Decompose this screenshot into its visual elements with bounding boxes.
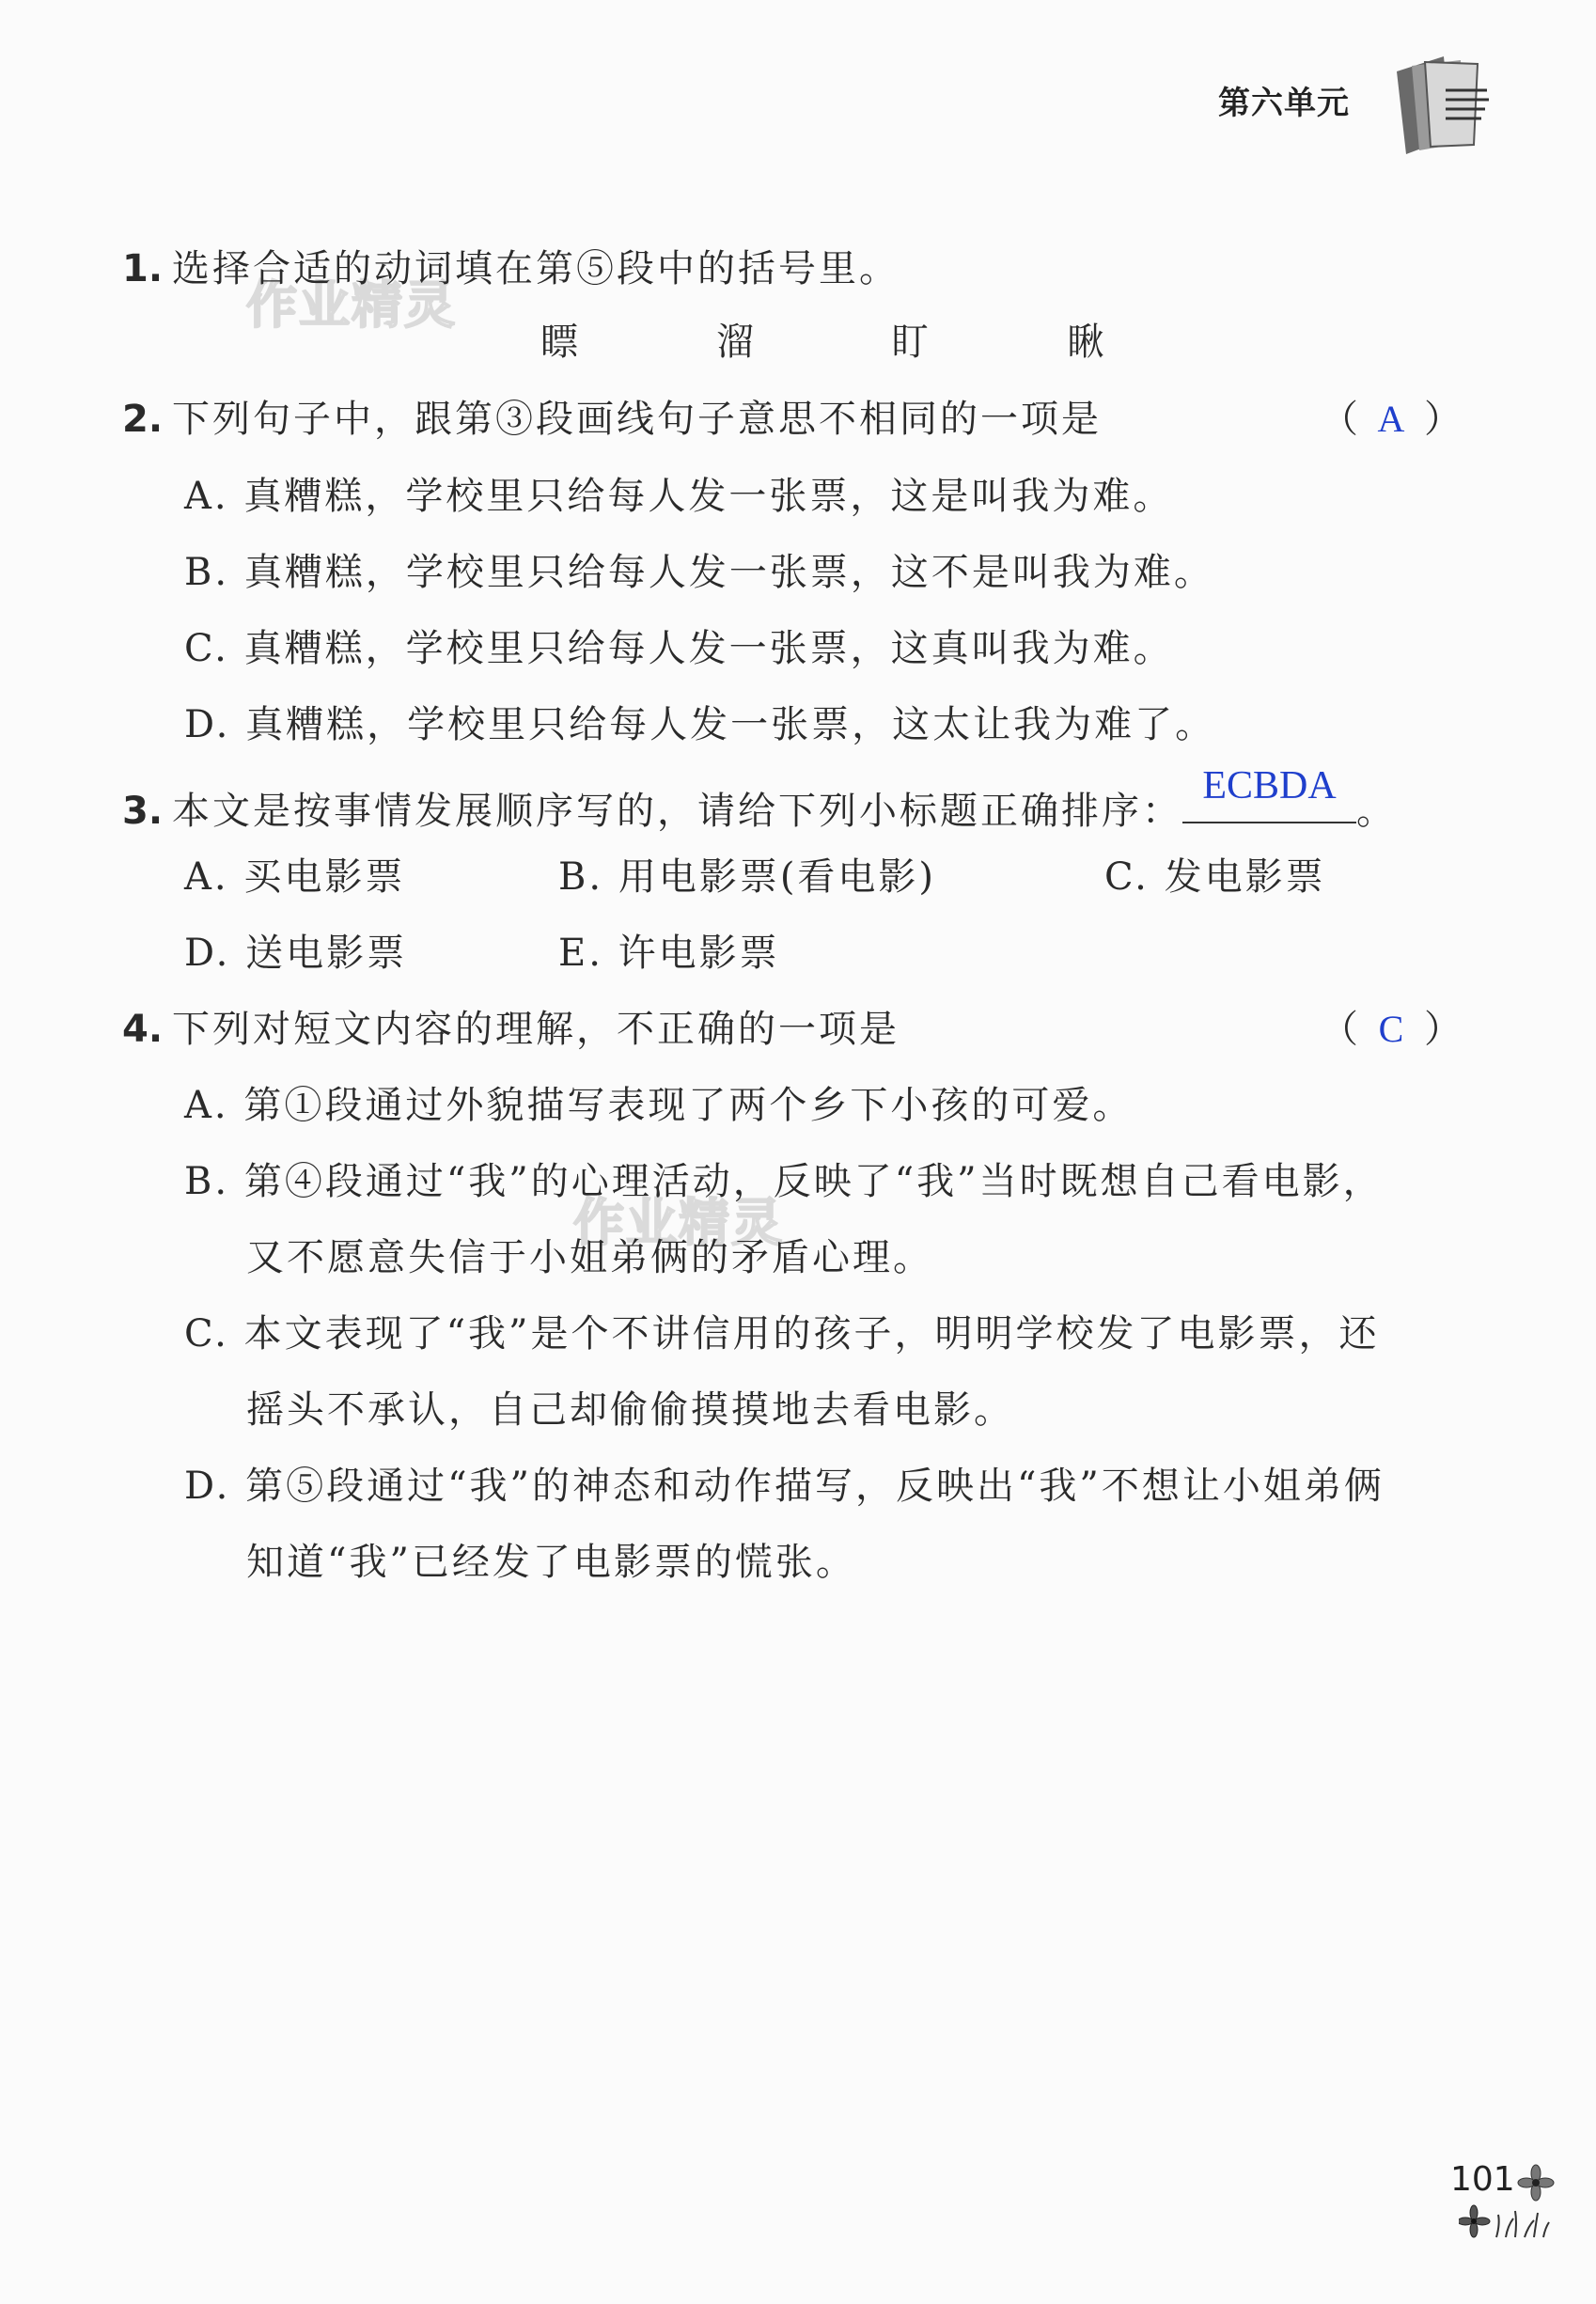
option-line: A. 真糟糕，学校里只给每人发一张票，这是叫我为难。 — [184, 475, 1174, 518]
unit-title: 第六单元 — [1218, 85, 1350, 122]
question-number: 1. — [122, 247, 164, 290]
option-line: C. 真糟糕，学校里只给每人发一张票，这真叫我为难。 — [184, 627, 1174, 670]
question-3: 3. 本文是按事情发展顺序写的，请给下列小标题正确排序： ECBDA 。 — [122, 776, 1397, 836]
question-number: 4. — [122, 1008, 164, 1051]
question-number: 2. — [122, 398, 164, 441]
option-item: E. 许电影票 — [558, 932, 780, 975]
verb-option: 瞅 — [1067, 321, 1104, 364]
answer-paren: （ A ） — [1321, 395, 1462, 444]
answer-value: C — [1378, 1008, 1404, 1050]
watermark: 作业精灵 — [573, 1193, 784, 1252]
option-item: B. 用电影票(看电影) — [558, 855, 937, 899]
question-text: 本文是按事情发展顺序写的，请给下列小标题正确排序： — [172, 790, 1183, 833]
question-text: 选择合适的动词填在第⑤段中的括号里。 — [172, 247, 900, 290]
book-pages-icon — [1387, 53, 1500, 164]
question-1 — [122, 244, 900, 293]
question-number: 3. — [122, 790, 164, 833]
option-line: B. 真糟糕，学校里只给每人发一张票，这不是叫我为难。 — [184, 551, 1214, 594]
option-line-continued: 知道“我”已经发了电影票的慌张。 — [246, 1541, 856, 1584]
question-text: 下列句子中，跟第③段画线句子意思不相同的一项是 — [172, 398, 1103, 441]
option-line: A. 第①段通过外貌描写表现了两个乡下小孩的可爱。 — [184, 1084, 1134, 1127]
verb-option: 盯 — [891, 321, 929, 364]
question-4 — [122, 1005, 900, 1054]
option-item: C. 发电影票 — [1104, 855, 1326, 899]
option-line: B. 第④段通过“我”的心理活动，反映了“我”当时既想自己看电影， — [184, 1160, 1384, 1203]
verb-option: 溜 — [716, 321, 754, 364]
verb-option: 瞟 — [540, 321, 578, 364]
answer-value: ECBDA — [1202, 764, 1337, 807]
flower-grass-icon — [1459, 2203, 1553, 2241]
answer-blank — [1182, 764, 1356, 823]
flower-icon — [1517, 2164, 1555, 2202]
option-line-continued: 又不愿意失信于小姐弟俩的矛盾心理。 — [246, 1236, 933, 1279]
option-line: C. 本文表现了“我”是个不讲信用的孩子，明明学校发了电影票，还 — [184, 1312, 1380, 1356]
option-line: D. 真糟糕，学校里只给每人发一张票，这太让我为难了。 — [184, 703, 1216, 746]
question-text: 下列对短文内容的理解，不正确的一项是 — [172, 1008, 900, 1051]
answer-value: A — [1377, 398, 1405, 440]
page-number: 101 — [1450, 2160, 1515, 2199]
watermark: 作业精灵 — [246, 275, 457, 335]
option-line: D. 第⑤段通过“我”的神态和动作描写，反映出“我”不想让小姐弟俩 — [184, 1465, 1385, 1508]
option-item: D. 送电影票 — [184, 932, 408, 975]
option-line-continued: 摇头不承认，自己却偷偷摸摸地去看电影。 — [246, 1388, 1014, 1432]
question-2 — [122, 395, 1102, 444]
option-item: A. 买电影票 — [184, 855, 406, 899]
answer-paren: （ C ） — [1321, 1005, 1462, 1054]
